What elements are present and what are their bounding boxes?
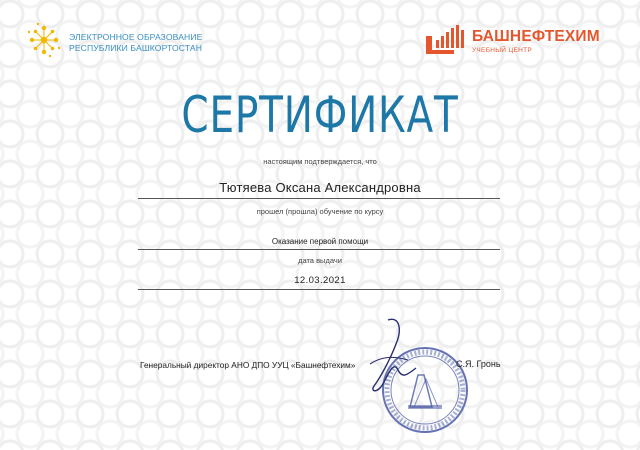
factory-bars-icon [424,24,466,56]
date-underline [138,289,500,290]
date-label: дата выдачи [298,256,342,265]
logo-right-name: БАШНЕФТЕХИМ [472,28,600,45]
director-position: Генеральный директор АНО ДПО УУЦ «Башнефтехим» [140,360,356,370]
course-name: Оказание первой помощи [271,237,369,246]
logo-bashneftekhim [424,20,614,64]
logo-left-line1: ЭЛЕКТРОННОЕ ОБРАЗОВАНИЕ [69,32,203,42]
certificate-title: СЕРТИФИКАТ [181,86,459,144]
confirm-text: настоящим подтверждается, что [263,157,377,166]
sun-network-icon [26,22,62,58]
signer-initials: С.Я. Гронь [456,359,501,369]
recipient-name: Тютяева Оксана Александровна [219,180,421,195]
issue-date: 12.03.2021 [294,275,346,286]
recipient-underline [138,198,500,199]
passed-text: прошел (прошла) обучение по курсу [256,207,384,216]
logo-right-sub: УЧЕБНЫЙ ЦЕНТР [472,47,533,54]
handwritten-signature [360,316,430,396]
logo-electronic-education [26,18,216,64]
logo-left-line2: РЕСПУБЛИКИ БАШКОРТОСТАН [69,43,203,53]
course-underline [138,249,500,250]
